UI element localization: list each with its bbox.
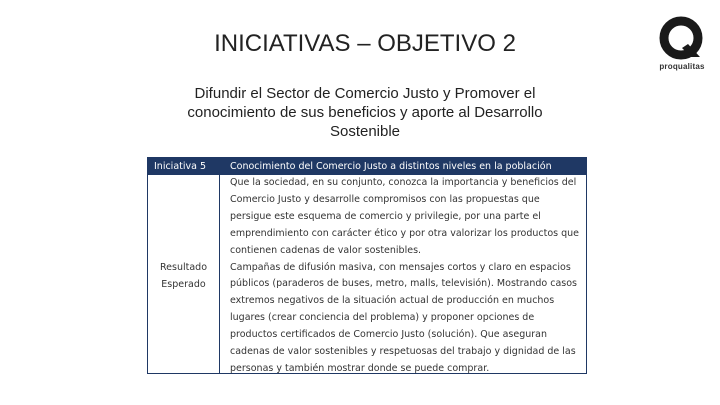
expected-result-label-line: Esperado: [161, 279, 206, 290]
expected-result-label-line: Resultado: [159, 262, 208, 273]
result-paragraph: Que la sociedad, en su conjunto, conozca la importancia y beneficios del Comercio Justo y desarrolle compromisos con las propuestas que persigue este esquema de comercio y privilegie, por una parte el emprendimiento con carácter ético y por otra valorizar los productos que contienen cadenas de valor sostenibles.: [230, 177, 580, 256]
subtitle-line: Difundir el Sector de Comercio Justo y Promover el: [194, 85, 536, 102]
initiative-number-header: Iniciativa 5: [148, 158, 219, 175]
initiative-table: [147, 157, 587, 374]
expected-result-text: [230, 175, 580, 378]
expected-result-label: [148, 259, 219, 293]
subtitle-line: conocimiento de sus beneficios y aporte al Desarrollo: [187, 104, 543, 121]
page-title: INICIATIVAS – OBJETIVO 2: [214, 30, 516, 57]
table-left-column: [148, 158, 220, 373]
subtitle-line: Sostenible: [329, 123, 401, 140]
subtitle: [0, 84, 720, 141]
table-right-column: [220, 158, 586, 373]
logo-wordmark: proqualitas: [659, 62, 705, 71]
result-paragraph: Campañas de difusión masiva, con mensajes cortos y claro en espacios públicos (paraderos de buses, metro, malls, televisión). Mostrando casos extremos negativos de la situación actual de producción en muchos lugares (crear conciencia del problema) y proponer opciones de productos certificados de Comercio Justo (solución). Que aseguran cadenas de valor sostenibles y respetuosas del trabajo y dignidad de las personas y también mostrar donde se puede comprar.: [230, 261, 577, 374]
initiative-title-header: Conocimiento del Comercio Justo a distintos niveles en la población: [220, 158, 586, 175]
